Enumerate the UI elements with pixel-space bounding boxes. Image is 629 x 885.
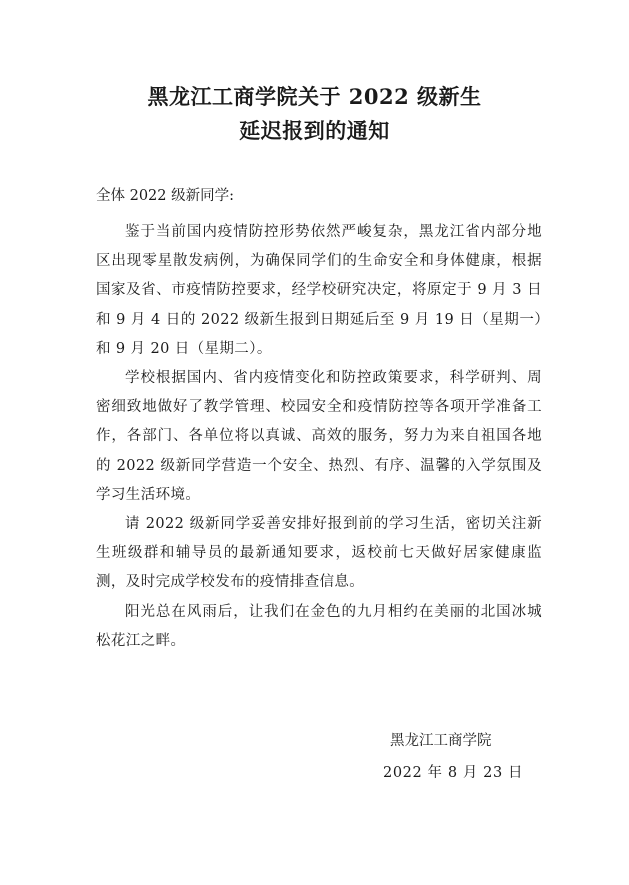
salutation: 全体 2022 级新同学: (96, 188, 235, 204)
paragraph-1: 鉴于当前国内疫情防控形势依然严峻复杂，黑龙江省内部分地区出现零星散发病例，为确保同学们的生命安全和身体健康，根据国家及省、市疫情防控要求，经学校研究决定，将原定于 9 月 3 日和 9 月 4 日的 2022 级新生报到日期延后至 9 月 19 日（星期一）和 9 月 20 日（星期二）。 (96, 224, 542, 357)
title-line-2: 延迟报到的通知 (239, 118, 390, 143)
signature-date: 2022 年 8 月 23 日 (383, 765, 524, 781)
notice-title (0, 80, 629, 148)
paragraph-3: 请 2022 级新同学妥善安排好报到前的学习生活，密切关注新生班级群和辅导员的最新通知要求，返校前七天做好居家健康监测，及时完成学校发布的疫情排查信息。 (96, 516, 542, 591)
paragraph-4: 阳光总在风雨后，让我们在金色的九月相约在美丽的北国冰城松花江之畔。 (96, 603, 542, 649)
notice-body (96, 218, 542, 656)
paragraph-2: 学校根据国内、省内疫情变化和防控政策要求，科学研判、周密细致地做好了教学管理、校园安全和疫情防控等各项开学准备工作，各部门、各单位将以真诚、高效的服务，努力为来自祖国各地的 2022 级新同学营造一个安全、热烈、有序、温馨的入学氛围及学习生活环境。 (96, 370, 542, 503)
title-line-1: 黑龙江工商学院关于 2022 级新生 (147, 84, 482, 109)
signature-organization: 黑龙江工商学院 (390, 733, 492, 749)
